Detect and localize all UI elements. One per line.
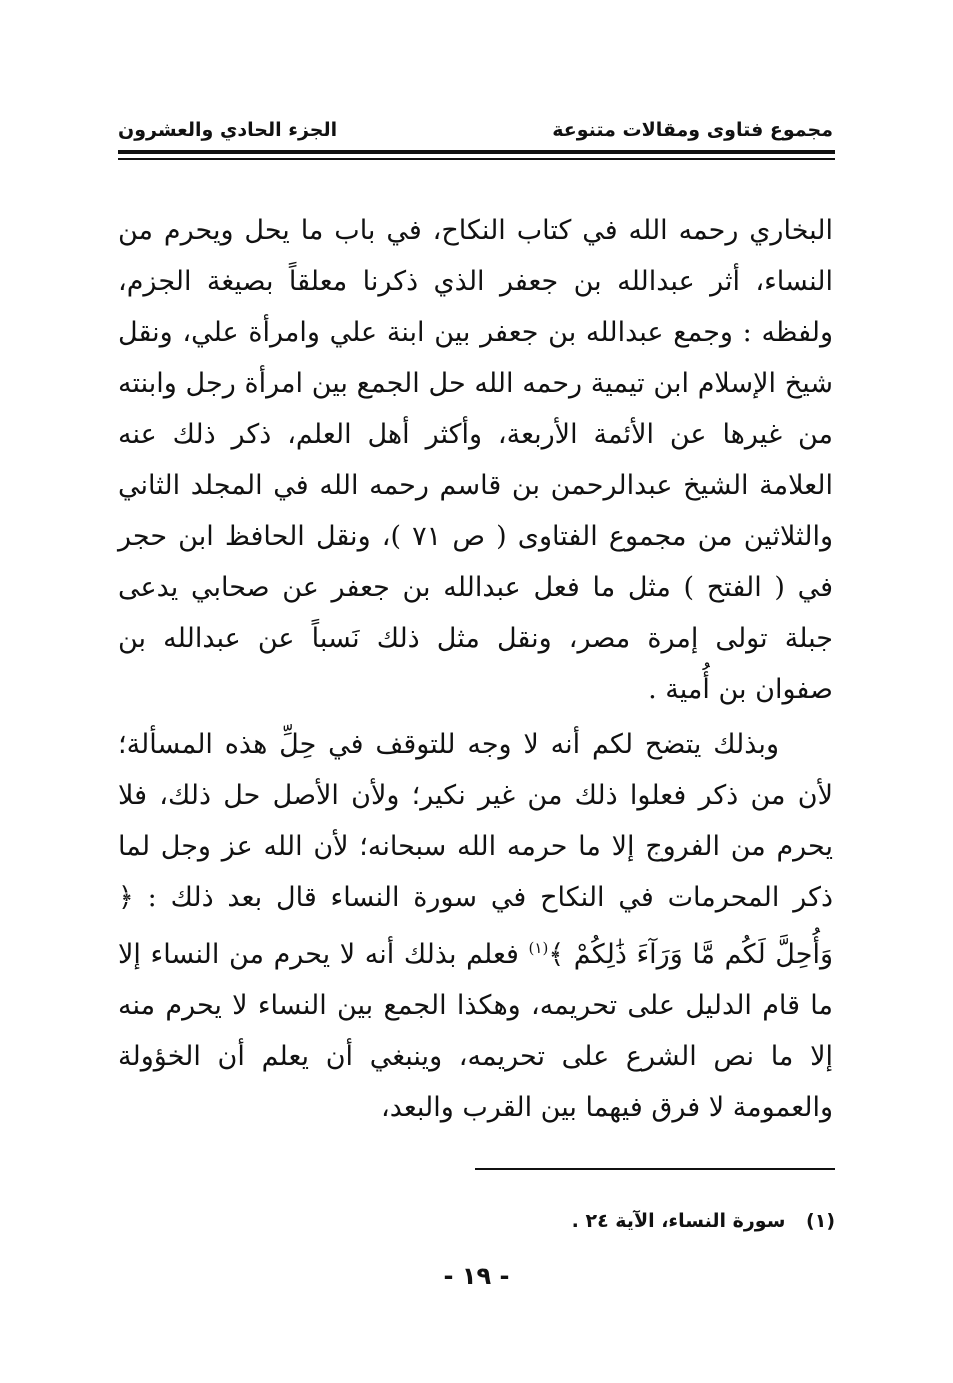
- paragraph-2-after-quote: فعلم بذلك أنه لا يحرم من النساء إلا ما قام الدليل على تحريمه، وهكذا الجمع بين النساء لا يحرم منه إلا ما نص الشرع على تحريمه، وينبغي أن يعلم أن الخؤولة والعمومة لا فرق فيهما بين القرب والبعد،: [118, 939, 834, 1123]
- footnote: [135, 1208, 835, 1234]
- footnote-text: سورة النساء، الآية ٢٤ .: [571, 1210, 786, 1232]
- volume-title: الجزء الحادي والعشرون: [118, 119, 338, 141]
- quran-verse: ﴿ وَأُحِلَّ لَكُم مَّا وَرَآءَ ذَٰلِكُمْ ﴾: [118, 882, 833, 970]
- book-title: مجموع فتاوى ومقالات متنوعة: [552, 119, 833, 141]
- paragraph-2-before-quote: وبذلك يتضح لكم أنه لا وجه للتوقف في حِلِّ هذه المسألة؛ لأن من ذكر فعلوا ذلك من غير نكير؛ ولأن الأصل حل ذلك، فلا يحرم من الفروج إلا ما حرمه الله سبحانه؛ لأن الله عز وجل لما ذكر المحرمات في النكاح في سورة النساء قال بعد ذلك :: [118, 729, 833, 913]
- running-header: [118, 118, 833, 142]
- footnote-separator: [475, 1168, 835, 1170]
- footnote-reference: (١): [528, 939, 549, 957]
- header-rule-thin: [118, 158, 835, 160]
- main-text: [118, 205, 833, 1133]
- header-rule-thick: [118, 150, 835, 154]
- page-number: - ١٩ -: [443, 1262, 510, 1290]
- paragraph-2: [118, 719, 833, 1133]
- footnote-number: (١): [806, 1210, 835, 1232]
- paragraph-1: البخاري رحمه الله في كتاب النكاح، في باب ما يحل ويحرم من النساء، أثر عبدالله بن جعفر الذي ذكرنا معلقاً بصيغة الجزم، ولفظه : وجمع عبدالله بن جعفر بين ابنة علي وامرأة علي، ونقل شيخ الإسلام ابن تيمية رحمه الله حل الجمع بين امرأة رجل وابنته من غيرها عن الأئمة الأربعة، وأكثر أهل العلم، ذكر ذلك عنه العلامة الشيخ عبدالرحمن بن قاسم رحمه الله في المجلد الثاني والثلاثين من مجموع الفتاوى ( ص ٧١ )، ونقل الحافظ ابن حجر في ( الفتح ) مثل ما فعل عبدالله بن جعفر عن صحابي يدعى جبلة تولى إمرة مصر، ونقل مثل ذلك نَسباً عن عبدالله بن صفوان بن أُمية .: [118, 215, 834, 705]
